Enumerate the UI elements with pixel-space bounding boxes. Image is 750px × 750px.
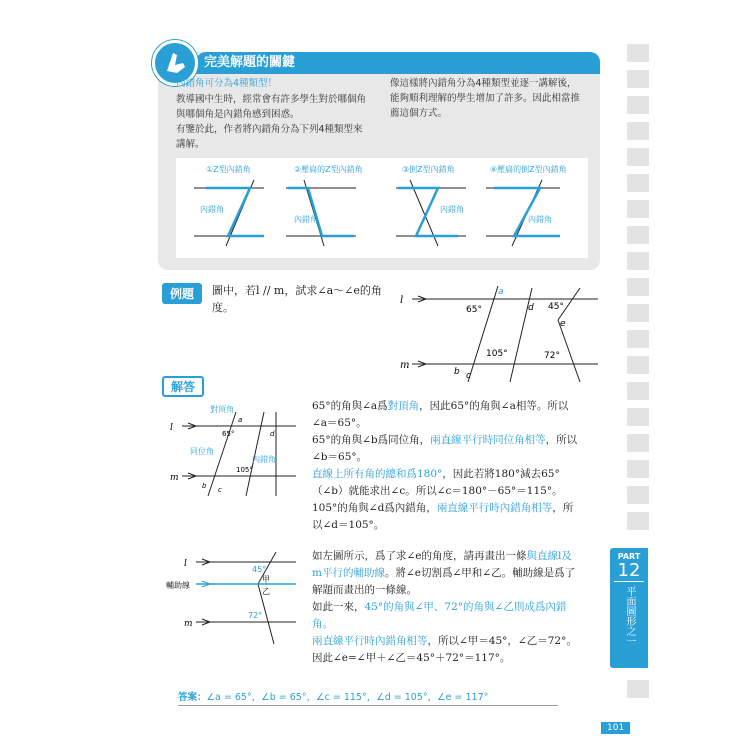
solution-tag: 解答: [162, 376, 204, 397]
fig1-c: c: [218, 486, 222, 494]
fig2-yi: 乙: [262, 587, 270, 596]
side-tab: [627, 304, 649, 322]
sol-line: 65°的角與∠a爲對頂角，因此65°的角與∠a相等。所以: [312, 400, 569, 412]
answer-text: ∠a = 65°，∠b = 65°，∠c = 115°，∠d = 105°，∠e = 117°: [206, 692, 489, 703]
solution-text-1: [312, 398, 612, 534]
key-right-para: [390, 76, 600, 121]
fig2-deg72: 72°: [248, 611, 263, 620]
type-label-1: ①Z型內錯角: [206, 165, 251, 174]
angle-label-2: 內錯角: [294, 215, 318, 224]
deg45: 45°: [548, 302, 564, 312]
aux-line-label: 輔助線: [166, 581, 190, 590]
part-tab: [610, 548, 648, 668]
vertical-angle-label: 對頂角: [210, 405, 234, 414]
answer-line: [178, 689, 558, 706]
sol-line: 解題而畫出的一條線。: [312, 584, 417, 596]
example-figure: [398, 282, 608, 392]
side-tab: [627, 486, 649, 504]
deg65: 65°: [466, 305, 482, 315]
fig2-l: l: [184, 559, 187, 569]
page-number: 101: [601, 722, 630, 734]
angle-label-1: 內錯角: [200, 205, 224, 214]
sol-line: 65°的角與∠b爲同位角，兩直線平行時同位角相等，所以: [312, 434, 578, 446]
part-label: PART: [617, 552, 641, 561]
fig1-deg105: 105°: [236, 466, 253, 474]
side-tab: [627, 330, 649, 348]
label-a: a: [498, 287, 504, 297]
key-left-para: [176, 92, 376, 152]
type-label-4: ④壓扁的倒Z型內錯角: [490, 165, 567, 174]
deg105: 105°: [486, 349, 508, 359]
fig2-jia: 甲: [262, 575, 270, 584]
example-tag: 例題: [162, 283, 202, 304]
part-number: 12: [614, 561, 644, 582]
sol-line: 如此一來，45°的角與∠甲、72°的角與∠乙則成爲內錯: [312, 601, 567, 613]
sol-line: 如左圖所示，爲了求∠e的角度，請再畫出一條與直線l及: [312, 550, 572, 562]
side-tab: [627, 44, 649, 62]
chapter-title: 平面圖形之一: [624, 586, 635, 646]
example-line: 圖中，若l // m，試求∠a～∠e的角: [212, 284, 382, 297]
sol-line: ∠a＝65°。: [312, 417, 367, 429]
key-right-line: 像這樣將內錯角分為4種類型並逐一講解後，: [390, 78, 577, 89]
side-tab: [627, 252, 649, 270]
solution-figure-1: [166, 402, 301, 502]
key-left-line: 有鑒於此，作者將內錯角分為下列4種類型來: [176, 124, 363, 135]
label-b: b: [454, 367, 460, 377]
side-tab: [627, 70, 649, 88]
angle-label-4: 內錯角: [528, 215, 552, 224]
sol-line: m平行的輔助線。將∠e切割爲∠甲和∠乙。輔助線是爲了: [312, 567, 576, 579]
answer-label: 答案：: [178, 692, 207, 703]
side-tab: [627, 174, 649, 192]
side-tab: [627, 226, 649, 244]
fig1-deg65: 65°: [222, 430, 235, 438]
key-left-line: 講解。: [176, 139, 205, 150]
sol-line: ∠b＝65°。: [312, 451, 368, 463]
sol-line: 直線上所有角的總和爲180°，因此若將180°減去65°: [312, 468, 560, 480]
label-c: c: [466, 371, 471, 381]
sol-line: （∠b）就能求出∠c。所以∠c＝180°－65°＝115°。: [312, 485, 563, 497]
fig1-m: m: [170, 473, 179, 483]
solution-figure-2: [166, 548, 301, 648]
angle-types-diagram: [176, 158, 588, 258]
example-line: 度。: [212, 301, 234, 314]
key-subtitle: 內錯角可分為4種類型！: [176, 78, 278, 89]
deg72: 72°: [544, 351, 560, 361]
side-tab: [627, 680, 649, 698]
side-tab: [627, 434, 649, 452]
line-l-label: l: [400, 295, 404, 306]
side-tab: [627, 278, 649, 296]
side-tab: [627, 96, 649, 114]
side-tab: [627, 356, 649, 374]
side-tab: [627, 460, 649, 478]
example-text: [212, 282, 382, 316]
angle-label-3: 內錯角: [440, 205, 464, 214]
side-tab: [627, 122, 649, 140]
line-m-label: m: [400, 360, 410, 371]
sol-line: 105°的角與∠d爲內錯角，兩直線平行時內錯角相等，所: [312, 502, 574, 514]
key-title: 完美解題的關鍵: [196, 52, 600, 74]
side-tab: [627, 200, 649, 218]
side-tab: [627, 148, 649, 166]
key-left-line: 與哪個角是內錯角感到困惑。: [176, 109, 300, 120]
side-tab: [627, 512, 649, 530]
side-tab: [627, 408, 649, 426]
fig1-b: b: [202, 482, 207, 490]
label-e: e: [560, 319, 566, 329]
fig1-a: a: [238, 416, 243, 424]
label-d: d: [528, 303, 534, 313]
fig2-deg45: 45°: [252, 565, 267, 574]
fig2-m: m: [184, 619, 193, 629]
solution-text-2: [312, 548, 612, 667]
corresponding-angle-label: 同位角: [190, 447, 214, 456]
key-right-line: 薦這個方式。: [390, 108, 448, 119]
angle-types-figures: [176, 158, 588, 258]
alternate-angle-label: 內錯角: [252, 455, 276, 464]
key-left-line: 教導國中生時，經常會有許多學生對於哪個角: [176, 94, 367, 105]
side-tab: [627, 382, 649, 400]
sol-line: 因此∠e=∠甲＋∠乙＝45°＋72°＝117°。: [312, 652, 511, 664]
sol-line: 兩直線平行時內錯角相等，所以∠甲＝45°，∠乙＝72°。: [312, 635, 577, 647]
type-label-2: ②壓扁的Z型內錯角: [294, 165, 363, 174]
fig1-l: l: [170, 423, 173, 433]
key-right-line: 能夠順利理解的學生增加了許多。因此相當推: [390, 93, 581, 104]
sol-line: 角。: [312, 618, 333, 630]
fig1-d: d: [270, 430, 275, 438]
sol-line: 以∠d＝105°。: [312, 519, 385, 531]
type-label-3: ③倒Z型內錯角: [402, 165, 455, 174]
